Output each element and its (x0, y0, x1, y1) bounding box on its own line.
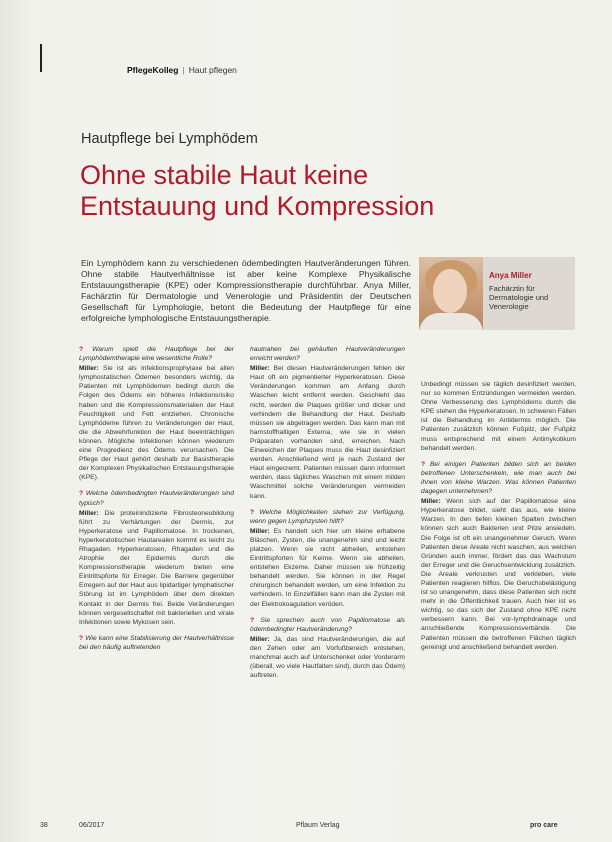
portrait-face (433, 269, 467, 313)
interview-answer: Miller: Ja, das sind Hautveränderungen, die auf den Zehen oder am Vorfußbereich entstehen, manchmal auch auf Unterschenkel oder Vorderarm (überall, wo viele Hautfalten sind), durch das Ödem) auftreten. (250, 635, 405, 680)
running-header (127, 65, 237, 75)
interview-answer: Miller: Bei diesen Hautveränderungen fehlen der Haut oft ein pigmentierter Hyperkeratosen. Diese Veränderungen kommen am Anfang durch Waschen leicht entfernt werden. Geschieht das nicht, werden die Plaques größer und dicker und verhindern die Behandlung der Haut. Deshalb müssen sie abgetragen werden. Das kann man mit harnstoffhaltigen Externa, wie sie in vielen Präparaten vorhanden sind, erreichen. Nach Einweichen der Plaques muss die Haut desinfiziert werden. Anschließend wird je nach Zustand der Haut eingecremt. Patienten müssen dann informiert werden, dass tägliches Waschen mit einem milden Waschmittel solche Veränderungen vermeiden kann. (250, 365, 406, 500)
text-column-3 (421, 380, 576, 659)
interview-answer: Miller: Es handelt sich hier um kleine erhabene Bläschen, Zysten, die unangenehm sind und leicht platzen. Wenn sie nicht abheilen, entstehen Eintrittspforten für Keime. Wenn sie abheilen, entstehen Ekzeme. Daher müssen sie frühzeitig behandelt werden. Sie können in der Regel chirurgisch behandelt werden, um eine Infektion zu verhindern. In Einzelfällen kann man die Zysten mit der Elektrokoagulation veröden. (250, 527, 406, 608)
article-title: Ohne stabile Haut keine Entstauung und Kompression (80, 160, 435, 221)
article-subtitle: Hautpflege bei Lymphödem (81, 131, 258, 147)
text-column-1 (79, 345, 234, 653)
interview-question: ? Warum spielt die Hautpflege bei der Lymphödemtherapie eine wesentliche Rolle? (79, 346, 234, 363)
expert-name: Anya Miller (489, 271, 532, 280)
page-number: 38 (40, 822, 48, 829)
interview-question: ? Wie kann eine Stabilisierung der Hautverhältnisse bei den häufig auftretenden (79, 634, 234, 651)
interview-question: ? Welche ödembedingten Hautveränderungen sind typisch? (79, 490, 234, 507)
interview-question: ? Sie sprechen auch von Papillomatose als ödembedingter Hautveränderung? (250, 616, 405, 633)
section-name: PflegeKolleg (127, 65, 179, 75)
expert-portrait-photo (419, 257, 483, 330)
interview-question: ? Bei einigen Patienten bilden sich an beiden betroffenen Unterschenkeln, wie man auch bei ihnen von kleine Warzen. Was können Patienten dagegen unternehmen? (421, 460, 576, 496)
article-lead: Ein Lymphödem kann zu verschiedenen ödembedingten Hautveränderungen führen. Ohne stabile Hautverhältnisse ist aber keine Komplexe Physikalische Entstauungstherapie (KPE) oder Kompressionstherapie durchführbar. Anya Miller, Fachärztin für Dermatologie und Venerologie und Präsidentin der Deutschen Gesellschaft für Lymphologie, betont die Bedeutung der Hautpflege für eine erfolgreiche lymphologische Entstauungstherapie. (81, 258, 411, 323)
interview-question: hautnahen bei gehäuften Hautveränderungen erreicht werden? (250, 346, 405, 363)
interview-answer: Miller: Die proteinindizierte Fibrosteoneubildung führt zu Verhärtungen der Dermis, zur Hyperkeratose und Papillomatose. In trockenen, hyperkeratotischen Hautarealen kommt es leicht zu Rhagaden. Hyperkeratosen, Rhagaden und die Atrophie der Epidermis durch die Kompressionstherapie wiederum bieten eine Eintrittspforte für Erreger. Die Barriere gegenüber Erregern auf der Haut aus lipidartiger lymphatischer Störung ist im Lymphödem über dem direkten Kontakt in der Dermis frei. Beide Veränderungen können vergesellschaftet mit bakteriellen und virale Infektionen sowie Mykosen sein. (79, 509, 234, 626)
expert-role: Fachärztin für Dermatologie und Venerologie (489, 284, 549, 312)
portrait-shoulders (419, 313, 483, 330)
section-topic: Haut pflegen (188, 65, 237, 75)
interview-question: ? Welche Möglichkeiten stehen zur Verfügung, wenn gegen Lymphzysten hilft? (250, 508, 405, 525)
section-marker-bar (40, 44, 42, 72)
magazine-brand: pro care (530, 822, 558, 829)
interview-answer: Miller: Wenn sich auf der Papillomatose eine Hyperkeratose bildet, sieht das aus, wie kleine Warzen. In den tiefen kleinen Spalten zwischen können sich auch Bakterien und Pilze ansiedeln. Die Folge ist oft ein unangenehmer Geruch. Wenn Patienten diese Areale nicht waschen, aus welchen Gründen auch immer, fördert das das Wachstum der Erreger und die Geruchsentwicklung zusätzlich. Die Areale verkrusten und verkleben, viele Patienten reagieren hilflos. Die Geruchsbelästigung ist so unangenehm, dass diese Patienten sich nicht mehr in die Öffentlichkeit trauen. Auch hier ist es wichtig, so das sich der Zustand ohne KPE nicht verbessern kann. Bei vor-lymphdrainage und anschließende Kompressionsverbände. Die Patienten müssen die betroffenen Flächen täglich gereinigt und anschließend behandelt werden. (421, 498, 576, 651)
interview-answer: Unbedingt müssen sie täglich desinfiziert werden, nur so kommen Entzündungen vermeiden werden. Ohne Verbesserung des Lymphödems durch die KPE stehen die Hyperkeratosen. In schweren Fällen ist die Behandlung im Antidermis möglich. Die Patienten zusätzlich können Fußpilz, der Fußpilz muss entsprechend mit einem Antimykotikum behandelt werden. (421, 381, 577, 452)
header-separator: | (182, 65, 185, 75)
publisher-name: Pflaum Verlag (296, 822, 340, 829)
text-column-2 (250, 345, 405, 687)
interview-answer: Miller: Sie ist als Infektionsprophylaxe bei allen lymphostatischen Ödemen besonders wichtig, da Patienten mit Lymphödemen bedingt durch die Folgen des Ödems ein höheres Infektionsrisiko haben und die Kompressionsmaterialien der Haut Feuchtigkeit und Fett entziehen. Chronische Lymphödeme führen zu Veränderungen der Haut, die die Abwehrfunktion der Haut beeinträchtigen können. Mögliche Infektionen können wiederum eine Progredienz des Ödems verursachen. Die Pflege der Haut gehört deshalb zur Basistherapie der Komplexen Physikalischen Entstauungstherapie (KPE). (79, 365, 235, 482)
issue-date: 06/2017 (79, 822, 105, 829)
